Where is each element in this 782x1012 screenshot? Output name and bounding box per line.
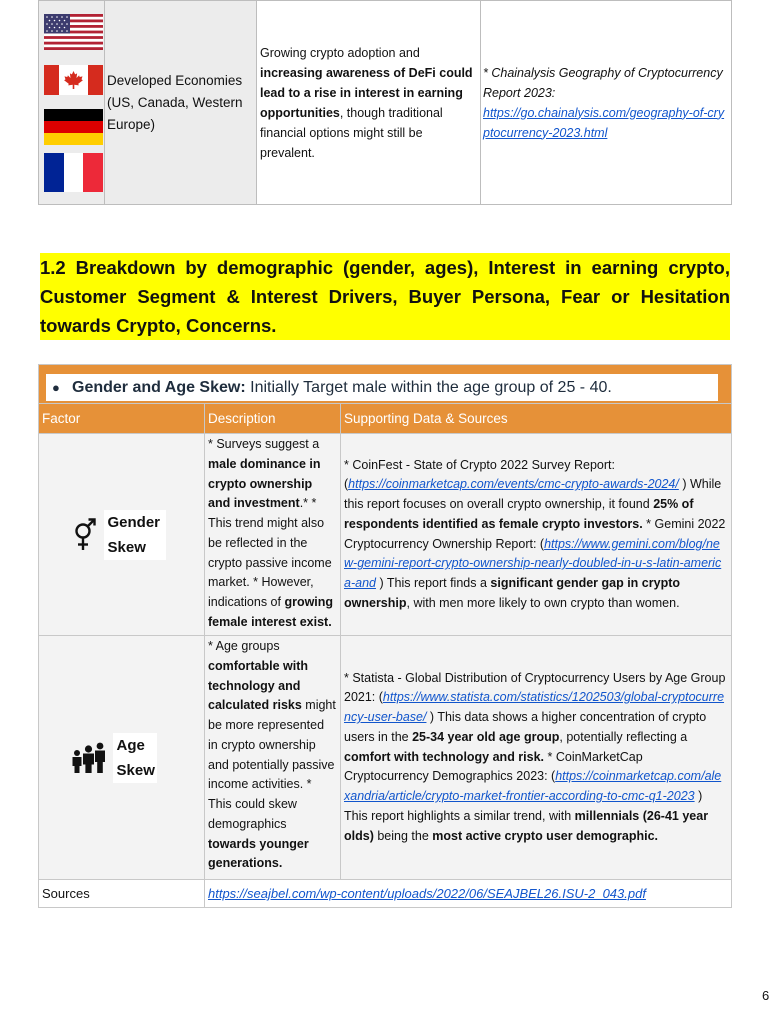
- support-age: * Statista - Global Distribution of Cryptocurrency Users by Age Group 2021: (https://www.statista.com/statistics/1202503/global-cryptocurrency-user-base/ ) This data shows a higher concentration of crypto users in the 25-34 year old age group, potentially reflecting a comfort with technology and risk. * CoinMarketCap Cryptocurrency Demographics 2023: (https://coinmarketcap.com/alexandria/article/crypto-market-frontier-according-to-cmc-q1-2023 ) This report highlights a similar trend, with millennials (26-41 year olds) being the most active crypto user demographic.: [341, 636, 732, 880]
- gemini-link[interactable]: https://www.gemini.com/blog/new-gemini-report-crypto-ownership-nearly-doubled-in-u-s-latin-america-and: [344, 536, 722, 590]
- coinfest-link[interactable]: https://coinmarketcap.com/events/cmc-crypto-awards-2024/: [348, 477, 679, 492]
- sources-label: Sources: [39, 880, 205, 908]
- region-row-developed: [39, 1, 732, 205]
- description-age: * Age groups comfortable with technology and calculated risks might be more represented in crypto ownership and potentially passive income activities. * This could skew demographics towards younger generations.: [205, 636, 341, 880]
- region-source: * Chainalysis Geography of Cryptocurrency Report 2023: https://go.chainalysis.com/geography-of-cryptocurrency-2023.html: [481, 1, 732, 205]
- germany-flag-icon: [44, 109, 103, 145]
- sources-link[interactable]: https://seajbel.com/wp-content/uploads/2022/06/SEAJBEL26.ISU-2_043.pdf: [208, 886, 646, 901]
- table-header: [39, 404, 732, 434]
- factor-age: [39, 636, 205, 880]
- region-description: Growing crypto adoption and increasing awareness of DeFi could lead to a rise in interest in earning opportunities, though traditional financial options might still be prevalent.: [257, 1, 481, 205]
- header-description: Description: [205, 404, 341, 434]
- chainalysis-link[interactable]: https://go.chainalysis.com/geography-of-cryptocurrency-2023.html: [483, 105, 725, 140]
- gender-symbol-icon: [72, 518, 98, 552]
- demographic-table: [38, 364, 732, 908]
- table-row-gender: [39, 434, 732, 636]
- factor-label-gender: Gender Skew: [104, 510, 166, 560]
- sources-row: [39, 880, 732, 908]
- france-flag-icon: [44, 153, 103, 192]
- regions-table: [38, 0, 732, 205]
- banner-text: Initially Target male within the age group of 25 - 40.: [245, 379, 612, 396]
- header-factor: Factor: [39, 404, 205, 434]
- banner-title: Gender and Age Skew:: [72, 379, 246, 396]
- people-group-icon: [71, 742, 107, 774]
- banner-box: [46, 374, 718, 401]
- statista-link[interactable]: https://www.statista.com/statistics/1202503/global-cryptocurrency-user-base/: [344, 690, 725, 725]
- banner-row: [39, 365, 732, 404]
- coinmarketcap-link[interactable]: https://coinmarketcap.com/alexandria/article/crypto-market-frontier-according-to-cmc-q1-2023: [344, 769, 722, 804]
- header-support: Supporting Data & Sources: [341, 404, 732, 434]
- region-label: Developed Economies (US, Canada, Western Europe): [105, 1, 257, 205]
- factor-gender: [39, 434, 205, 636]
- canada-flag-icon: [44, 61, 103, 99]
- flags-cell: [39, 1, 105, 205]
- support-gender: * CoinFest - State of Crypto 2022 Survey Report: (https://coinmarketcap.com/events/cmc-crypto-awards-2024/ ) While this report focuses on overall crypto ownership, it found 25% of respondents identified as female crypto investors. * Gemini 2022 Cryptocurrency Ownership Report: (https://www.gemini.com/blog/new-gemini-report-crypto-ownership-nearly-doubled-in-u-s-latin-america-and ) This report finds a significant gender gap in crypto ownership, with men more likely to own crypto than women.: [341, 434, 732, 636]
- bullet: ●: [52, 380, 60, 395]
- page-number: 6: [762, 988, 770, 1003]
- section-heading: 1.2 Breakdown by demographic (gender, ages), Interest in earning crypto, Customer Segment & Interest Drivers, Buyer Persona, Fear or Hesitation towards Crypto, Concerns.: [40, 253, 730, 340]
- us-flag-icon: [44, 14, 103, 50]
- description-gender: * Surveys suggest a male dominance in crypto ownership and investment.* * This trend might also be reflected in the crypto passive income market. * However, indications of growing female interest exist.: [205, 434, 341, 636]
- table-row-age: [39, 636, 732, 880]
- factor-label-age: Age Skew: [113, 733, 157, 783]
